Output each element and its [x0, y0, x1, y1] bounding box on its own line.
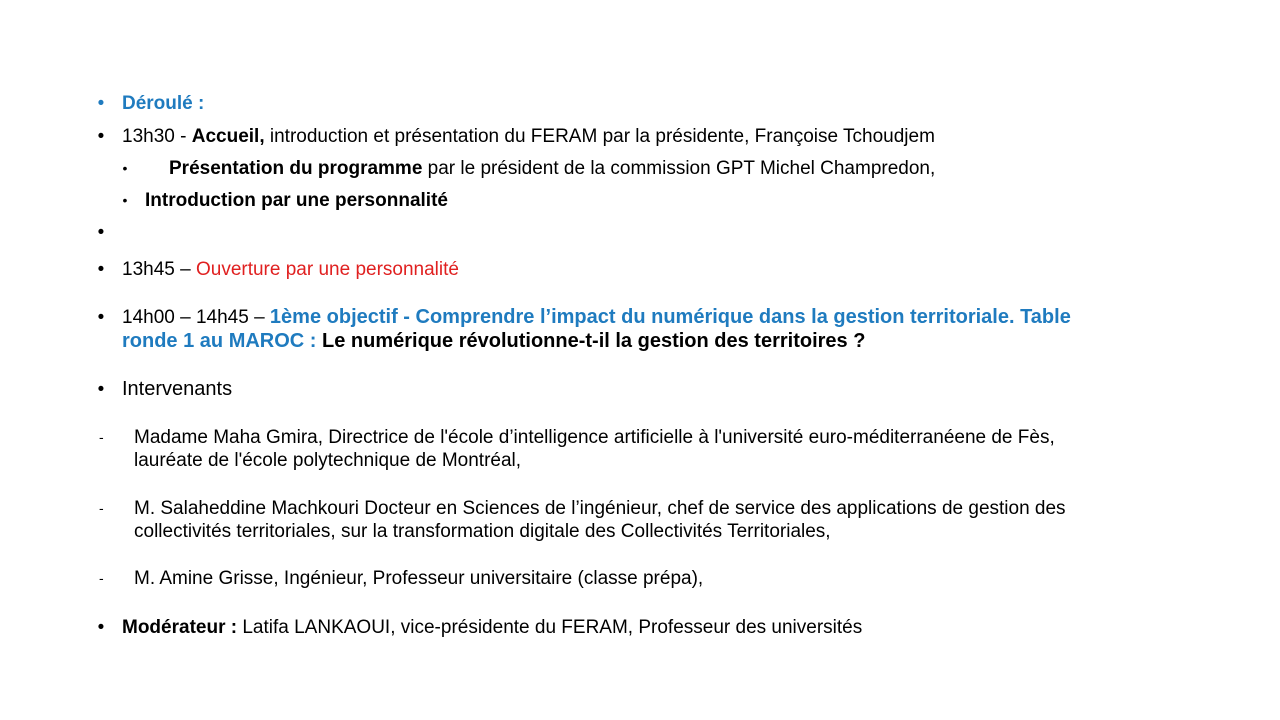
agenda-text	[122, 125, 935, 148]
bullet: •	[122, 192, 128, 208]
speaker-line: Madame Maha Gmira, Directrice de l'école d’intelligence artificielle à l'université euro-méditerranéene de Fès,	[134, 427, 1055, 448]
intervenants-heading: Intervenants	[122, 378, 233, 400]
agenda-text	[169, 157, 935, 180]
bullet: •	[97, 93, 105, 114]
accueil-rest: introduction et présentation du FERAM par la présidente, Françoise Tchoudjem	[264, 126, 935, 147]
bullet: •	[97, 617, 105, 638]
agenda-text	[122, 616, 862, 639]
objectif-text: 1ème objectif - Comprendre l’impact du numérique dans la gestion territoriale. Table	[269, 306, 1071, 328]
speaker-line: M. Amine Grisse, Ingénieur, Professeur universitaire (classe prépa),	[134, 568, 704, 589]
dash: -	[99, 500, 104, 516]
time-label: 13h30 -	[122, 126, 192, 147]
bullet: •	[97, 307, 105, 328]
moderateur-name: Latifa LANKAOUI, vice-présidente du FERAM, Professeur des universités	[242, 617, 863, 638]
speaker-line: lauréate de l'école polytechnique de Montréal,	[134, 450, 522, 471]
accueil-bold: Accueil,	[191, 126, 265, 147]
speaker-line: M. Salaheddine Machkouri Docteur en Sciences de l’ingénieur, chef de service des applications de gestion des	[134, 498, 1066, 519]
table-ronde-label: ronde 1 au MAROC :	[122, 330, 323, 352]
speaker-line: collectivités territoriales, sur la transformation digitale des Collectivités Territoriales,	[134, 521, 831, 542]
time-label: 14h00 – 14h45 –	[122, 307, 270, 328]
introduction-bold: Introduction par une personnalité	[145, 190, 448, 211]
programme-rest: par le président de la commission GPT Michel Champredon,	[422, 158, 936, 179]
agenda-text	[122, 258, 459, 281]
time-label: 13h45 –	[122, 259, 196, 280]
bullet: •	[122, 160, 128, 176]
dash: -	[99, 570, 104, 586]
ouverture-text: Ouverture par une personnalité	[195, 259, 459, 280]
bullet: •	[97, 222, 105, 243]
bullet: •	[97, 379, 105, 400]
bullet: •	[97, 259, 105, 280]
bullet: •	[97, 126, 105, 147]
table-ronde-question: Le numérique révolutionne-t-il la gestion des territoires ?	[322, 330, 866, 352]
agenda-text	[122, 306, 1071, 329]
agenda-text	[122, 330, 865, 353]
programme-bold: Présentation du programme	[169, 158, 423, 179]
deroule-heading: Déroulé :	[122, 93, 205, 114]
dash: -	[99, 429, 104, 445]
moderateur-label: Modérateur :	[122, 617, 243, 638]
